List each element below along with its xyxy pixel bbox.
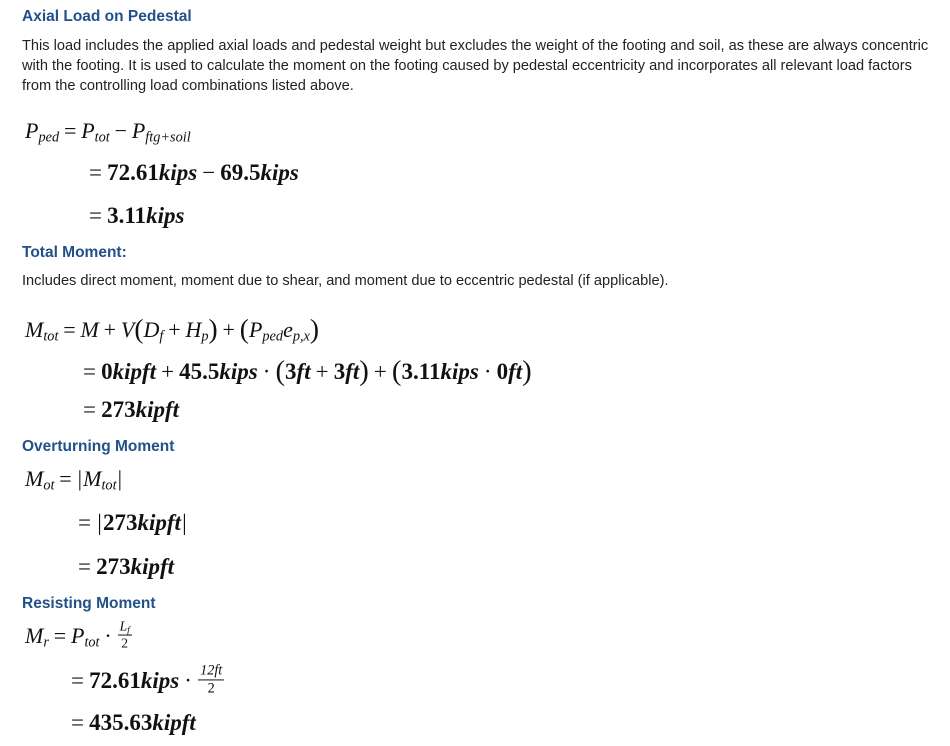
overturning-eq-result: = 273kipft	[78, 554, 175, 579]
total-eq-result: = 273kipft	[83, 397, 180, 422]
total-moment-description: Includes direct moment, moment due to shear, and moment due to eccentric pedestal (if applicable).	[22, 273, 669, 289]
axial-eq-result: = 3.11kips	[89, 203, 185, 228]
overturning-moment-heading: Overturning Moment	[22, 438, 175, 455]
resisting-eq-definition: $M_r = P_{tot}$ · $\frac{L_f}{2}$	[25, 618, 130, 651]
axial-load-description: This load includes the applied axial loads and pedestal weight but excludes the weight of the footing and soil, as these are always concentric with the footing. It is used to calculate the moment on the footing caused by pedestal eccentricity and incorporates all relevant load factors from the controlling load combinations listed above.	[22, 38, 929, 94]
lf-over-two-fraction: $\frac{L_f}{2}$	[119, 618, 130, 651]
axial-eq-substitution: = 72.61kips − 69.5kips	[89, 160, 299, 185]
axial-load-heading: Axial Load on Pedestal	[22, 8, 192, 25]
resisting-eq-substitution: = 72.61kips · $\frac{12ft}{2}$	[71, 662, 223, 697]
length-over-two-fraction: $\frac{12ft}{2}$	[200, 662, 223, 697]
resisting-eq-result: = 435.63kipft	[71, 710, 196, 735]
total-eq-definition: $M_{tot} = M + V(D_f + H_p) + (P_{ped}e_{p,x})$	[25, 313, 320, 345]
resisting-moment-heading: Resisting Moment	[22, 595, 156, 612]
total-eq-substitution: = 0kipft + 45.5kips · (3ft + 3ft) + (3.11kips · 0ft)	[83, 355, 532, 388]
total-moment-heading: Total Moment:	[22, 244, 127, 261]
overturning-eq-substitution: = |273kipft|	[78, 510, 187, 535]
overturning-eq-definition: $M_{ot} = |M_{tot}|$	[25, 466, 123, 494]
axial-eq-definition: $P_{ped} = P_{tot} - P_{ftg+soil}$	[25, 118, 191, 146]
